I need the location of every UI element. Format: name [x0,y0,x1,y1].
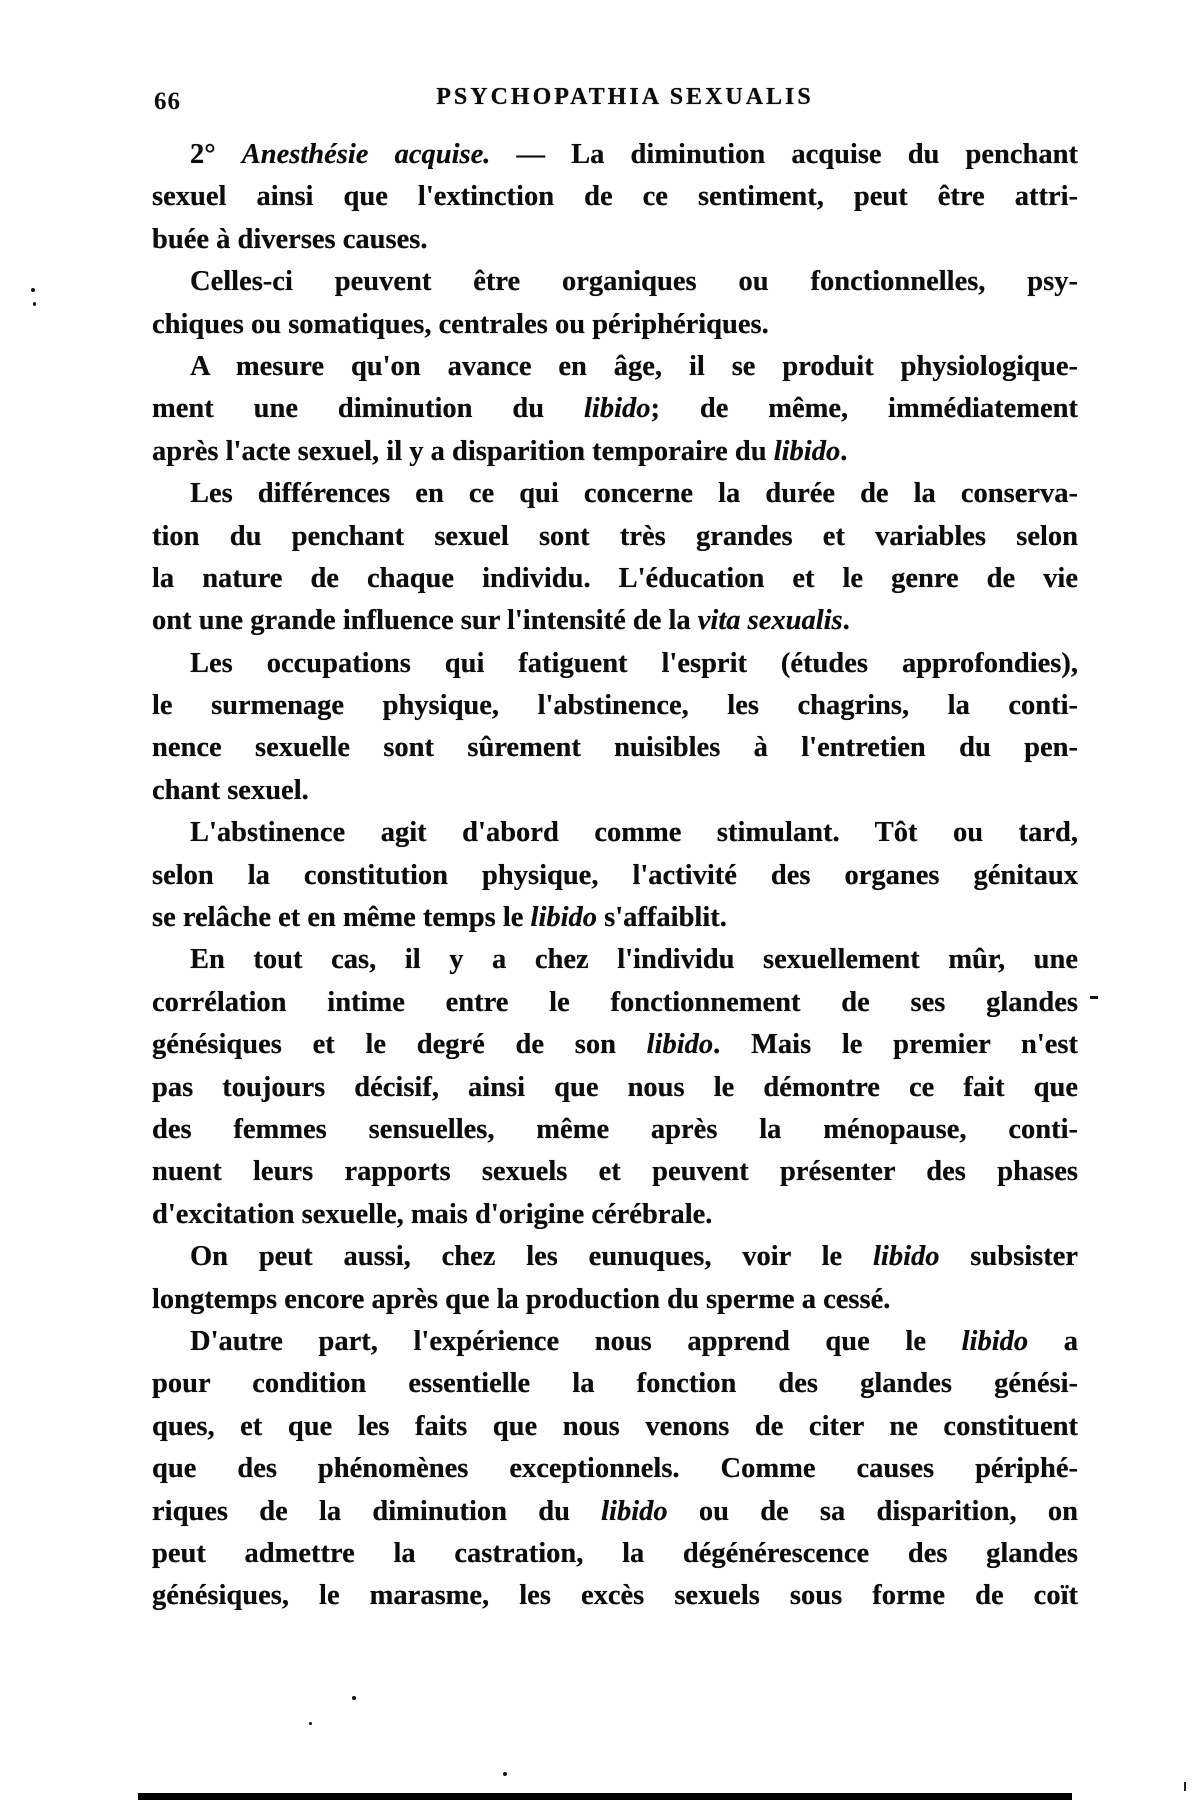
text-line: chiques ou somatiques, centrales ou périphériques. [152,308,769,340]
scan-tick [1184,1782,1186,1791]
paragraph [152,1321,1078,1618]
text-block [152,134,1078,1618]
paragraph [152,939,1078,1236]
scan-edge-bar [138,1793,1072,1800]
text-line: peut admettre la castration, la dégénérescence des glandes [152,1537,1078,1569]
paragraph [152,1236,1078,1321]
scan-speck [31,288,35,292]
text-line: tion du penchant sexuel sont très grandes et variables selon [152,520,1078,552]
text-line: des femmes sensuelles, même après la ménopause, conti- [152,1113,1078,1145]
text-line: après l'acte sexuel, il y a disparition temporaire du libido. [152,435,848,467]
text-line: se relâche et en même temps le libido s'affaiblit. [152,902,727,934]
text-line: En tout cas, il y a chez l'individu sexuellement mûr, une [190,944,1078,976]
text-line: génésiques et le degré de son libido. Mais le premier n'est [152,1029,1078,1061]
paragraph [152,473,1078,643]
text-line: nuent leurs rapports sexuels et peuvent présenter des phases [152,1156,1078,1188]
text-line: ques, et que les faits que nous venons de citer ne constituent [152,1410,1078,1442]
paragraph [152,346,1078,473]
text-line: corrélation intime entre le fonctionnement de ses glandes [152,986,1078,1018]
text-line: nence sexuelle sont sûrement nuisibles à l'entretien du pen- [152,732,1078,764]
text-line: pas toujours décisif, ainsi que nous le démontre ce fait que [152,1071,1078,1103]
scan-speck [1090,996,1098,999]
text-line: chant sexuel. [152,774,309,806]
text-line: que des phénomènes exceptionnels. Comme causes périphé- [152,1453,1078,1485]
paragraph [152,261,1078,346]
paragraph [152,643,1078,813]
text-line: buée à diverses causes. [152,223,428,255]
text-line: pour condition essentielle la fonction des glandes génési- [152,1368,1078,1400]
text-line: ment une diminution du libido; de même, immédiatement [152,393,1078,425]
text-line: ont une grande influence sur l'intensité de la vita sexualis. [152,605,850,637]
paragraph [152,134,1078,261]
scan-speck [352,1696,356,1700]
text-line: On peut aussi, chez les eunuques, voir le libido subsister [190,1241,1078,1273]
scan-speck [503,1772,507,1776]
paragraph [152,812,1078,939]
text-line: L'abstinence agit d'abord comme stimulant. Tôt ou tard, [190,817,1078,849]
scan-speck [33,302,36,306]
text-line: d'excitation sexuelle, mais d'origine cérébrale. [152,1198,713,1230]
running-title: PSYCHOPATHIA SEXUALIS [436,84,814,110]
text-line: 2° Anesthésie acquise. — La diminution acquise du penchant [190,139,1078,170]
text-line: la nature de chaque individu. L'éducation et le genre de vie [152,562,1078,594]
page-header [152,84,1080,120]
text-line: D'autre part, l'expérience nous apprend que le libido a [190,1325,1078,1357]
text-line: Les occupations qui fatiguent l'esprit (études approfondies), [190,647,1078,679]
page-number: 66 [154,88,181,115]
text-line: Celles-ci peuvent être organiques ou fonctionnelles, psy- [190,266,1078,298]
text-line: sexuel ainsi que l'extinction de ce sentiment, peut être attri- [152,181,1078,213]
text-line: A mesure qu'on avance en âge, il se produit physiologique- [190,350,1078,382]
text-line: génésiques, le marasme, les excès sexuels sous forme de coït [152,1580,1078,1612]
scan-speck [309,1722,312,1725]
text-line: le surmenage physique, l'abstinence, les chagrins, la conti- [152,690,1078,722]
text-line: Les différences en ce qui concerne la durée de la conserva- [190,478,1078,510]
text-line: longtemps encore après que la production du sperme a cessé. [152,1283,891,1315]
text-line: selon la constitution physique, l'activité des organes génitaux [152,859,1078,891]
text-line: riques de la diminution du libido ou de sa disparition, on [152,1495,1078,1527]
